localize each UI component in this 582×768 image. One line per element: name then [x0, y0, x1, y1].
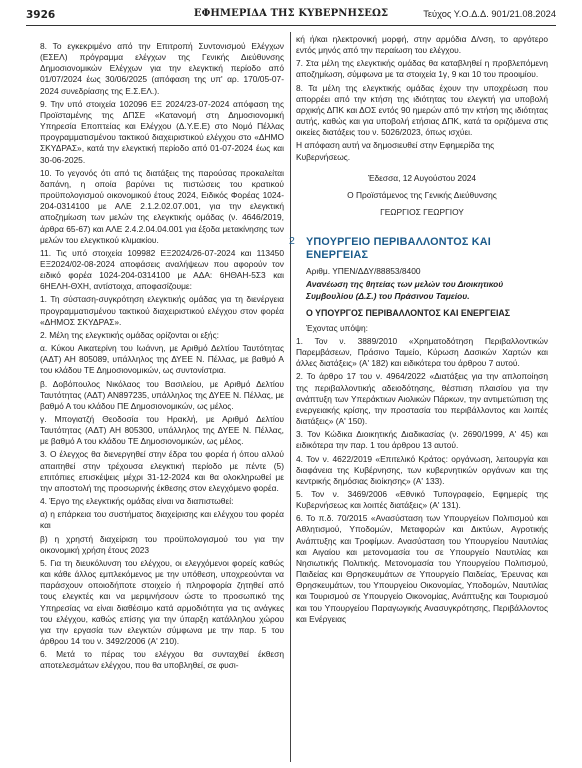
section-2 [289, 235, 548, 262]
having-regard: Έχοντας υπόψη: [306, 322, 368, 333]
paragraph: 10. Το γεγονός ότι από τις διατάξεις της παρούσας προκαλείται δαπάνη, η οποία βαρύνει τις πιστώσεις του κρατικού προϋπολογισμού οικονομικού έτους 2024, Ειδικός Φορέας 1024-204-0314100 με ΑΛΕ 2.1.2.02.07.001, για την ελεγκτική αποζημίωση των μελών της ελεγκτικής ομάδας (ν. 4646/2019, άρθρα 65-67) και ΑΛΕ 2.4.2.04.04.001 για έξοδα μετακίνησης των μελών του ελεγκτικού κλιμακίου. [40, 167, 284, 245]
right-column [289, 34, 548, 627]
signature-date: Έδεσσα, 12 Αυγούστου 2024 [367, 172, 477, 183]
paragraph: β. Δοβόπουλος Νικόλαος του Βασιλείου, με Αριθμό Δελτίου Ταυτότητας (ΑΔΤ) ΑΝ897235, υπάλληλος της ΔΥΕΕ Ν. Πέλλας, με βαθμό Α του κλάδου ΠΕ Δημοσιονομικών, ως μέλος. [40, 378, 284, 411]
paragraph: 4. Τον ν. 4622/2019 «Επιτελικό Κράτος: οργάνωση, λειτουργία και διαφάνεια της Κυβέρνησης, των κυβερνητικών οργάνων και της κεντρικής δημόσιας διοίκησης» (Α' 133). [296, 453, 548, 486]
paragraph: 1. Τον ν. 3889/2010 «Χρηματοδότηση Περιβαλλοντικών Παρεμβάσεων, Πράσινο Ταμείο, Κύρωση Δασικών Χαρτών και άλλες διατάξεις» (Α' 182) και ειδικότερα του άρθρου 7 αυτού. [296, 335, 548, 369]
page-header [26, 8, 556, 26]
paragraph: 3. Τον Κώδικα Διοικητικής Διαδικασίας (ν. 2690/1999, Α' 45) και ειδικότερα την παρ. 1 του άρθρου 13 αυτού. [296, 429, 548, 451]
paragraph: κή ή/και ηλεκτρονική μορφή, στην αρμόδια Δ/νση, το αργότερο εντός μηνός από την περαίωση του ελέγχου. [296, 34, 548, 56]
paragraph: 6. Μετά το πέρας του ελέγχου θα συνταχθεί έκθεση αποτελεσμάτων ελέγχου, που θα υποβληθεί, σε φυσι- [40, 649, 284, 671]
paragraph: 7. Στα μέλη της ελεγκτικής ομάδας θα καταβληθεί η προβλεπόμενη αποζημίωση, σύμφωνα με τα στοιχεία 1γ, 9 και 10 του προοιμίου. [296, 58, 548, 80]
publication-order: Η απόφαση αυτή να δημοσιευθεί στην Εφημερίδα της Κυβερνήσεως. [296, 140, 495, 162]
paragraph: 4. Έργο της ελεγκτικής ομάδας είναι να διαπιστωθεί: [40, 496, 234, 507]
paragraph: 9. Την υπό στοιχεία 102096 ΕΞ 2024/23-07-2024 απόφαση της Προϊσταμένης της ΔΠΣΕ «Κατανομή στη Δημοσιονομική Υπηρεσία Εποπτείας και Ελέγχου (Δ.Υ.Ε.Ε) στο Νομό Πέλλας προγραμματισμένου τακτικού διαχειριστικού ελέγχου στο «ΔΗΜΟ ΣΚΥΔΡΑΣ», κατά την ελεγκτική περίοδο από 01-07-2024 έως και 30-06-2025. [40, 98, 284, 165]
paragraph: 5. Τον ν. 3469/2006 «Εθνικό Τυπογραφείο, Εφημερίς της Κυβερνήσεως και λοιπές διατάξεις» (Α' 131). [296, 489, 548, 511]
paragraph: 5. Για τη διευκόλυνση του ελέγχου, οι ελεγχόμενοι φορείς καθώς και κάθε άλλος εμπλεκόμενος με την υπόθεση, υποχρεούνται να παράσχουν οποιοδήποτε στοιχείο ή πληροφορία ζητηθεί από τους ελεγκτές και να μεριμνήσουν ώστε το προσωπικό της Υπηρεσίας να είναι διαθέσιμο κατά αρμοδιότητα για τις ανάγκες του ελέγχου, καθώς επίσης για την ύπαρξη κατάλληλου χώρου για την εργασία των ελεγκτών σύμφωνα με την παρ. 5 του άρθρου 14 του ν. 3492/2006 (Α' 210). [40, 557, 284, 646]
signature-role: Ο Προϊστάμενος της Γενικής Διεύθυνσης [347, 189, 497, 200]
decision-subject: Ανανέωση της θητείας των μελών του Διοικητικού Συμβουλίου (Δ.Σ.) του Πράσινου Ταμείου. [306, 279, 504, 301]
paragraph: 8. Τα μέλη της ελεγκτικής ομάδας έχουν την υποχρέωση που απορρέει από την κτήση της ιδιότητας του ελεγκτή για υποβολή αρχικής ΔΠΚ και ΔΟΣ εντός 90 ημερών από την κτήση της ιδιότητας αυτής, καθώς και για υποβολή ετήσιας ΔΠΚ, κατά τα οριζόμενα στις οικείες διατάξεις του ν. 5026/2023, όπως ισχύει. [296, 82, 548, 138]
column-divider [290, 32, 291, 762]
paragraph: γ. Μπογιατζή Θεοδοσία του Ηρακλή, με Αριθμό Δελτίου Ταυτότητας (ΑΔΤ) ΑΗ 805300, υπάλληλος της ΔΥΕΕ Ν. Πέλλας, με βαθμό Α του κλάδου ΤΕ Δημοσιονομικών, ως μέλος. [40, 414, 284, 447]
issue-info: Τεύχος Υ.Ο.Δ.Δ. 901/21.08.2024 [423, 9, 556, 19]
paragraph: 3. Ο έλεγχος θα διενεργηθεί στην έδρα του φορέα ή όπου αλλού απαιτηθεί στην τρέχουσα ελεγκτική περίοδο με πέντε (5) επιτόπιες επισκέψεις μέχρι 31-12-2024 και θα ολοκληρωθεί με την αποστολή της προσωρινής έκθεσης στον ελεγχόμενο φορέα. [40, 449, 284, 493]
header-rule [26, 25, 556, 26]
ministry-heading: ΥΠΟΥΡΓΕΙΟ ΠΕΡΙΒΑΛΛΟΝΤΟΣ ΚΑΙ ΕΝΕΡΓΕΙΑΣ [306, 236, 491, 262]
paragraph: 1. Τη σύσταση-συγκρότηση ελεγκτικής ομάδας για τη διενέργεια προγραμματισμένου τακτικού διαχειριστικού ελέγχου στον φορέα «ΔΗΜΟΣ ΣΚΥΔΡΑΣ». [40, 294, 284, 327]
paragraph: 2. Το άρθρο 17 του ν. 4964/2022 «Διατάξεις για την απλοποίηση της περιβαλλοντικής αδειοδότησης, θέσπιση πλαισίου για την ανάπτυξη των Υπεράκτιων Αιολικών Πάρκων, την αντιμετώπιση της ενεργειακής κρίσης, την προστασία του περιβάλλοντος και λοιπές διατάξεις» (Α' 150). [296, 371, 548, 427]
paragraph: 6. Το π.δ. 70/2015 «Ανασύσταση των Υπουργείων Πολιτισμού και Αθλητισμού, Υποδομών, Μεταφορών και Δικτύων, Αγροτικής Ανάπτυξης και Τροφίμων. Ανασύσταση του Υπουργείου Ναυτιλίας και Αιγαίου και μετονομασία του σε Υπουργείο Ναυτιλίας και Νησιωτικής Πολιτικής. Μετονομασία του Υπουργείου Πολιτισμού, Παιδείας και Θρησκευμάτων σε Υπουργείο Παιδείας, Έρευνας και Θρησκευμάτων, του Υπουργείου Οικονομίας, Υποδομών, Ναυτιλίας και Τουρισμού σε Υπουργείο Οικονομίας, Ανάπτυξης και Τουρισμού και του Υπουργείου Παραγωγικής Ανασυγκρότησης, Περιβάλλοντος και Ενέργειας [296, 513, 548, 624]
paragraph: 11. Τις υπό στοιχεία 109982 ΕΞ2024/26-07-2024 και 113450 ΕΞ2024/02-08-2024 αποφάσεις αναλήψεων που αφορούν τον ειδικό φορέα 1024-204-0314100 με ΑΔΑ: 6ΗΘΑΗ-5Σ3 και 6ΗΕΛΗ-ΘΧΗ, αντίστοιχα, αποφασίζουμε: [40, 247, 284, 292]
paragraph: α) η επάρκεια του συστήματος διαχείρισης και ελέγχου του φορέα και [40, 509, 284, 531]
paragraph: β) η χρηστή διαχείριση του προϋπολογισμού του για την οικονομική χρήση έτους 2023 [40, 533, 284, 555]
decision-reference: Αριθμ. ΥΠΕΝ/ΔΔΥ/88853/8400 [306, 266, 421, 277]
paragraph: 8. Το εγκεκριμένο από την Επιτροπή Συντονισμού Ελέγχων (ΕΣΕΛ) πρόγραμμα ελέγχων της Γενικής Διεύθυνσης Δημοσιονομικών Ελέγχων για την ελεγκτική περίοδο από 01/07/2024 έως 30/06/2025 (απόφαση της υπ' αρ. 170/05-07-2024 συνεδρίασης της Ε.Σ.ΕΛ.). [40, 41, 284, 96]
page-number: 3926 [26, 9, 56, 21]
gazette-title: ΕΦΗΜΕΡΙΔΑ ΤΗΣ ΚΥΒΕΡΝΗΣΕΩΣ [193, 8, 389, 19]
signature-name: ΓΕΩΡΓΙΟΣ ΓΕΩΡΓΙΟΥ [380, 207, 464, 218]
paragraph: α. Κύκου Αικατερίνη του Ιωάννη, με Αριθμό Δελτίου Ταυτότητας (ΑΔΤ) ΑΗ 805089, υπάλληλος της ΔΥΕΕ Ν. Πέλλας, με βαθμό Α του κλάδου ΤΕ Δημοσιονομικών, ως συντονίστρια. [40, 343, 284, 376]
paragraph: 2. Μέλη της ελεγκτικής ομάδας ορίζονται οι εξής: [40, 329, 219, 340]
minister-title: Ο ΥΠΟΥΡΓΟΣ ΠΕΡΙΒΑΛΛΟΝΤΟΣ ΚΑΙ ΕΝΕΡΓΕΙΑΣ [306, 307, 511, 318]
section-number: 2 [289, 235, 295, 248]
left-column [40, 41, 284, 673]
